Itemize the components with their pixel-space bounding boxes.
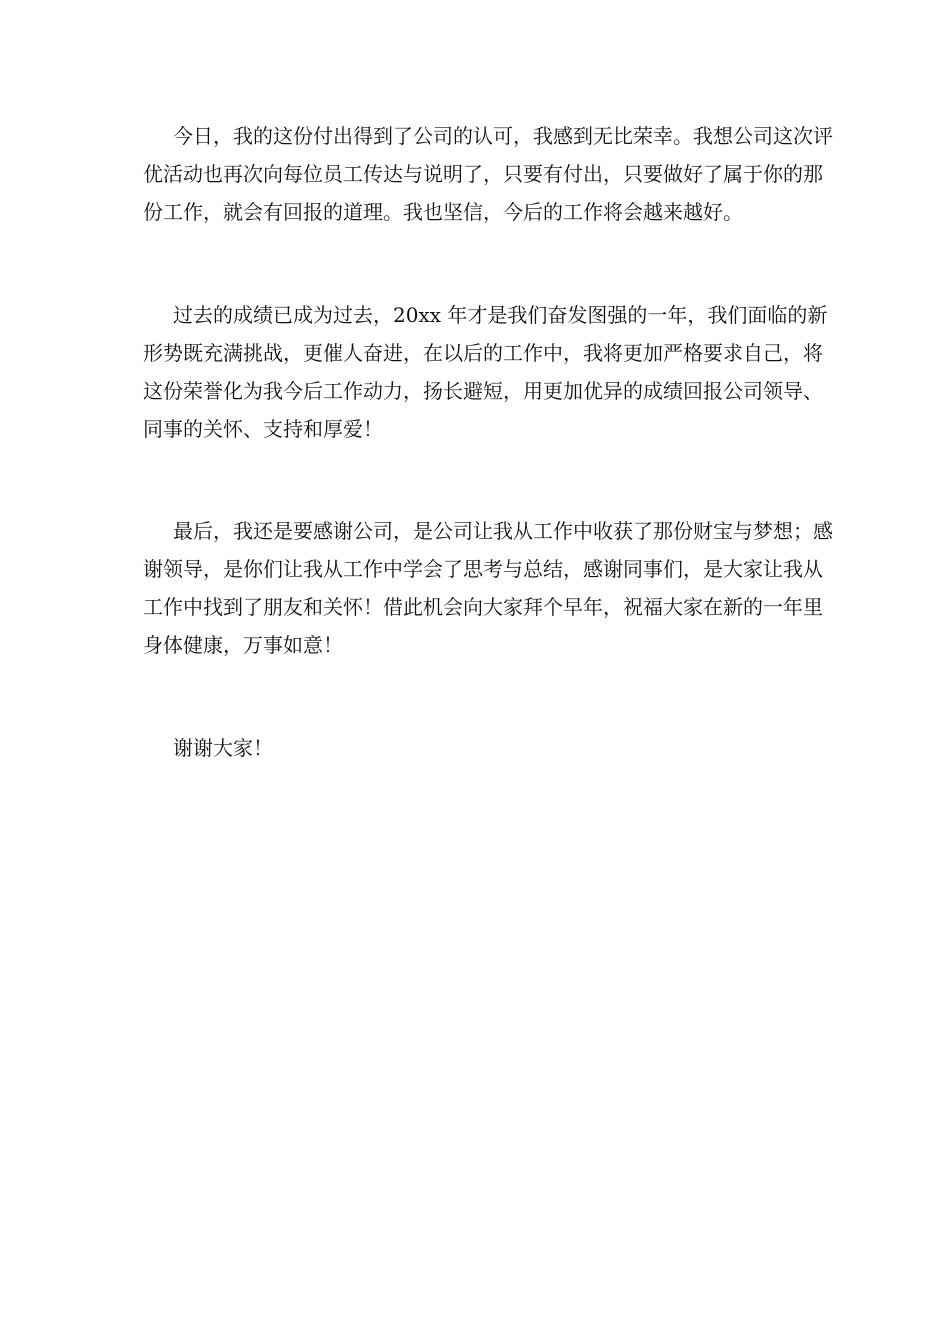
- paragraph-closing: [143, 729, 808, 767]
- paragraph-2: [143, 296, 828, 448]
- paragraph-line: 过去的成绩已成为过去，20xx 年才是我们奋发图强的一年，我们面临的新: [173, 303, 828, 327]
- paragraph-line: 优活动也再次向每位员工传达与说明了，只要有付出，只要做好了属于你的那: [143, 162, 823, 186]
- paragraph-line: 工作中找到了朋友和关怀！借此机会向大家拜个早年，祝福大家在新的一年里: [143, 595, 823, 619]
- paragraph-3: [143, 512, 833, 664]
- closing-line: 谢谢大家！: [173, 736, 273, 760]
- paragraph-line: 份工作，就会有回报的道理。我也坚信，今后的工作将会越来越好。: [143, 200, 743, 224]
- paragraph-line: 身体健康，万事如意！: [143, 633, 343, 657]
- paragraph-line: 这份荣誉化为我今后工作动力，扬长避短，用更加优异的成绩回报公司领导、: [143, 379, 823, 403]
- paragraph-line: 同事的关怀、支持和厚爱！: [143, 417, 383, 441]
- paragraph-line: 谢领导，是你们让我从工作中学会了思考与总结，感谢同事们，是大家让我从: [143, 557, 823, 581]
- paragraph-line: 最后，我还是要感谢公司，是公司让我从工作中收获了那份财宝与梦想；感: [173, 519, 833, 543]
- paragraph-line: 形势既充满挑战，更催人奋进，在以后的工作中，我将更加严格要求自己，将: [143, 341, 823, 365]
- paragraph-1: [143, 117, 833, 231]
- paragraph-line: 今日，我的这份付出得到了公司的认可，我感到无比荣幸。我想公司这次评: [173, 124, 833, 148]
